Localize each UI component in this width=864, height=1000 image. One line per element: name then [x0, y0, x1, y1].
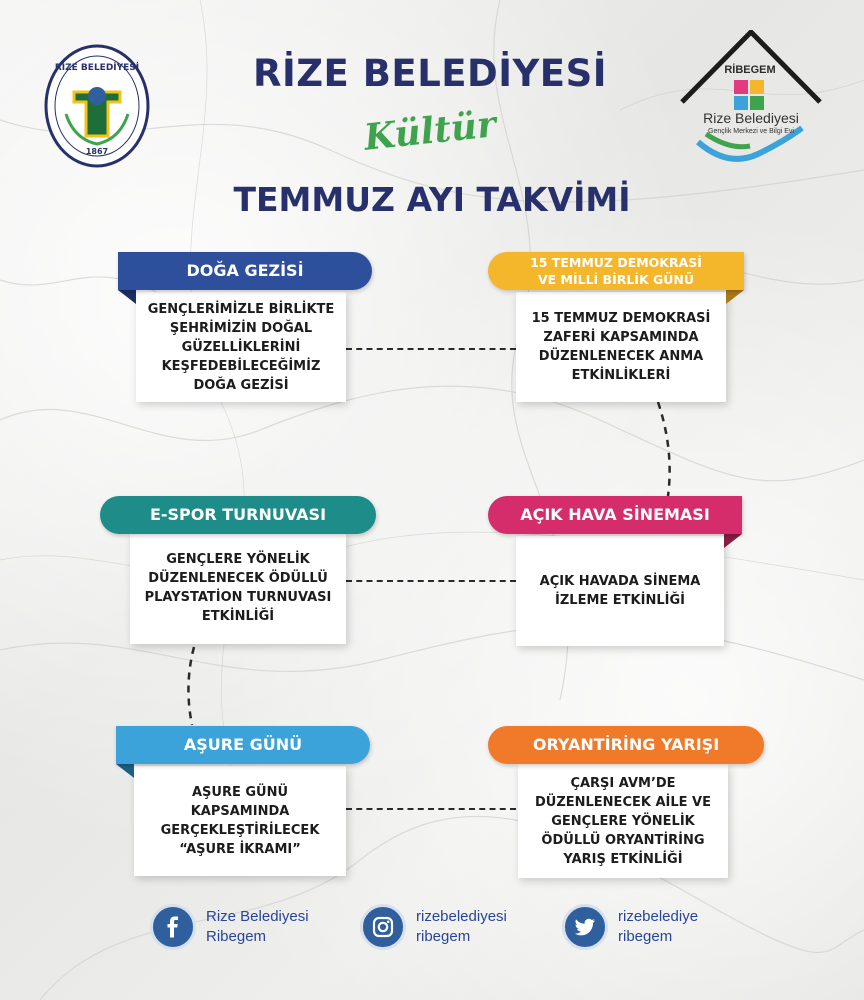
- connector-5-6: [346, 808, 516, 810]
- event-description: GENÇLERE YÖNELİK DÜZENLENECEK ÖDÜLLÜ PLAYSTATİON TURNUVASI ETKİNLİĞİ: [144, 552, 332, 624]
- connector-1-2: [346, 348, 516, 350]
- event-description: AŞURE GÜNÜ KAPSAMINDA GERÇEKLEŞTİRİLECEK “AŞURE İKRAMI”: [160, 785, 320, 857]
- social-line-1: rizebelediye: [618, 908, 699, 925]
- connector-3-4: [346, 580, 516, 582]
- event-description: AÇIK HAVADA SİNEMA İZLEME ETKİNLİĞİ: [539, 574, 701, 608]
- event-title-15-temmuz: [488, 252, 744, 290]
- event-card-asure-gunu: [134, 766, 346, 876]
- connector-3-5: [180, 645, 210, 727]
- event-card-acik-hava-sinemasi: [516, 536, 724, 646]
- event-description: ÇARŞI AVM’DE DÜZENLENECEK AİLE VE GENÇLERE YÖNELİK ÖDÜLLÜ ORYANTİRİNG YARIŞ ETKİNLİĞİ: [534, 775, 711, 867]
- event-title-line: 15 TEMMUZ DEMOKRASİ: [530, 255, 702, 270]
- ribegem-brand: RİBEGEM: [724, 64, 776, 76]
- connector-2-4: [640, 400, 680, 498]
- ribegem-name: Rize Belediyesi: [703, 110, 799, 126]
- event-description: GENÇLERİMİZLE BİRLİKTE ŞEHRİMİZİN DOĞAL GÜZELLİKLERİNİ KEŞFEDEBİLECEĞİMİZ DOĞA GEZİSİ: [147, 301, 335, 393]
- social-line-2: ribegem: [416, 928, 471, 945]
- svg-text:1867: 1867: [85, 147, 109, 156]
- ribbon-fold: [726, 290, 744, 304]
- rize-belediyesi-logo: [44, 44, 150, 168]
- ribbon-fold: [116, 764, 134, 778]
- culture-script-title: Kültür: [362, 103, 498, 159]
- ribegem-logo: [678, 30, 824, 170]
- social-line-2: Ribegem: [206, 928, 267, 945]
- twitter-icon: [562, 904, 608, 950]
- svg-text:RİZE BELEDİYESİ: RİZE BELEDİYESİ: [54, 63, 140, 73]
- social-line-1: rizebelediyesi: [416, 908, 507, 925]
- event-title-acik-hava-sinemasi: AÇIK HAVA SİNEMASI: [488, 496, 742, 534]
- event-title-oryantiring: ORYANTİRİNG YARIŞI: [488, 726, 764, 764]
- event-description: 15 TEMMUZ DEMOKRASİ ZAFERİ KAPSAMINDA DÜZENLENECEK ANMA ETKİNLİKLERİ: [531, 311, 711, 383]
- event-title-doga-gezisi: DOĞA GEZİSİ: [118, 252, 372, 290]
- social-instagram[interactable]: [360, 904, 507, 950]
- ribbon-fold: [724, 534, 742, 548]
- social-line-1: Rize Belediyesi: [206, 908, 309, 925]
- ribegem-tagline: Gençlik Merkezi ve Bilgi Evi: [708, 128, 794, 135]
- event-card-doga-gezisi: [136, 292, 346, 402]
- event-title-asure-gunu: AŞURE GÜNÜ: [116, 726, 370, 764]
- facebook-icon: [150, 904, 196, 950]
- social-facebook[interactable]: [150, 904, 309, 950]
- page-subtitle: TEMMUZ AYI TAKVİMİ: [233, 180, 631, 219]
- page-title: RİZE BELEDİYESİ: [252, 52, 608, 95]
- social-line-2: ribegem: [618, 928, 673, 945]
- event-title-e-spor: E-SPOR TURNUVASI: [100, 496, 376, 534]
- event-title-line: VE MİLLİ BİRLİK GÜNÜ: [537, 272, 695, 287]
- instagram-icon: [360, 904, 406, 950]
- event-card-oryantiring: [518, 764, 728, 878]
- ribbon-fold: [118, 290, 136, 304]
- event-card-15-temmuz: [516, 292, 726, 402]
- event-card-e-spor: [130, 532, 346, 644]
- social-twitter[interactable]: [562, 904, 698, 950]
